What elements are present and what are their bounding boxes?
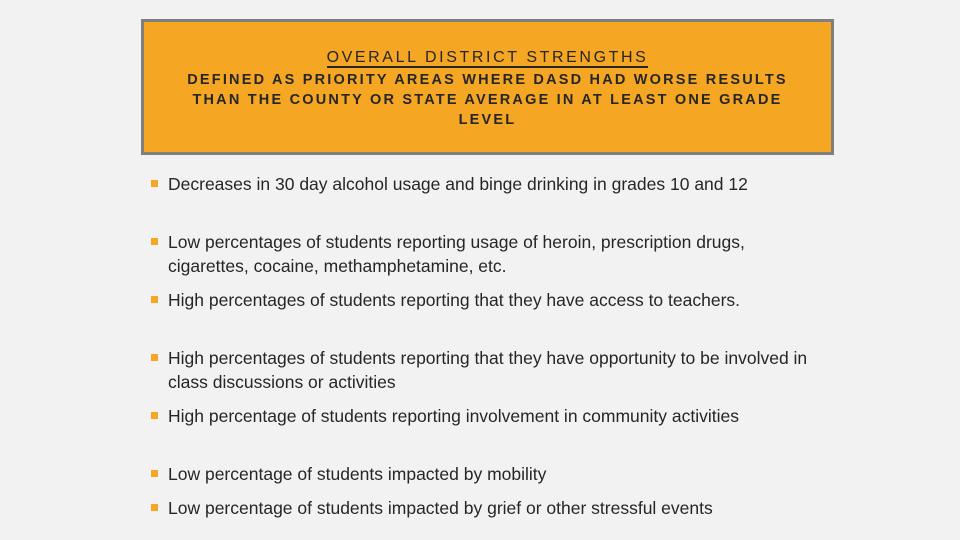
bullet-text: Low percentage of students impacted by grief or other stressful events bbox=[168, 498, 713, 518]
square-bullet-icon bbox=[151, 504, 158, 511]
list-item bbox=[150, 496, 830, 520]
square-bullet-icon bbox=[151, 470, 158, 477]
list-item bbox=[150, 346, 830, 394]
list-item bbox=[150, 288, 830, 312]
square-bullet-icon bbox=[151, 412, 158, 419]
bullet-text: Low percentage of students impacted by mobility bbox=[168, 464, 547, 484]
bullet-text: High percentage of students reporting involvement in community activities bbox=[168, 406, 739, 426]
square-bullet-icon bbox=[151, 296, 158, 303]
list-item bbox=[150, 404, 830, 428]
list-item bbox=[150, 230, 830, 278]
title-box bbox=[141, 19, 834, 155]
list-item bbox=[150, 172, 830, 196]
slide-title: OVERALL DISTRICT STRENGTHS bbox=[326, 49, 649, 66]
bullet-text: High percentages of students reporting that they have opportunity to be involved in class discussions or activities bbox=[168, 348, 808, 392]
square-bullet-icon bbox=[151, 180, 158, 187]
square-bullet-icon bbox=[151, 238, 158, 245]
bullet-text: Decreases in 30 day alcohol usage and binge drinking in grades 10 and 12 bbox=[168, 174, 748, 194]
square-bullet-icon bbox=[151, 354, 158, 361]
list-item bbox=[150, 462, 830, 486]
bullet-text: High percentages of students reporting that they have access to teachers. bbox=[168, 290, 741, 310]
bullet-text: Low percentages of students reporting usage of heroin, prescription drugs, cigarettes, cocaine, methamphetamine, etc. bbox=[168, 232, 745, 276]
slide-subtitle: DEFINED AS PRIORITY AREAS WHERE DASD HAD WORSE RESULTS THAN THE COUNTY OR STATE AVERAGE IN AT LEAST ONE GRADE LEVEL bbox=[187, 72, 788, 128]
